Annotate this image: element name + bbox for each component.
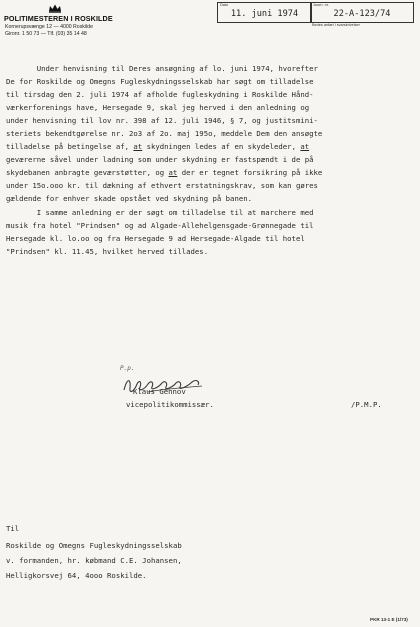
body-line: til tirsdag den 2. juli 1974 af afholde fugleskydning i Roskilde Hånd- <box>6 90 314 99</box>
journal-label: Journ. nr. <box>313 3 329 7</box>
date-box <box>217 2 312 23</box>
letterhead-org: POLITIMESTEREN I ROSKILDE <box>4 14 113 23</box>
crown-crest-icon <box>48 3 62 13</box>
body-line: Under henvisning til Deres ansøgning af lo. juni 1974, hvorefter <box>6 64 318 73</box>
per-procura-note: P.p. <box>120 365 135 372</box>
letterhead-phone: Gironr. 1 50 73 — Tlf. (03) 35 14 48 <box>5 31 87 37</box>
letterhead-address: Kornerupsvænge 12 — 4000 Roskilde <box>5 24 93 30</box>
body-line: under 15o.ooo kr. til dækning af ethvert erstatningskrav, som kan gøres <box>6 181 318 190</box>
journal-number: 22-A-123/74 <box>333 9 391 19</box>
recipient-line: Helligkorsvej 64, 4ooo Roskilde. <box>6 571 147 580</box>
body-line: musik fra hotel "Prindsen" og ad Algade-Allehelgensgade-Grønnegade til <box>6 221 314 230</box>
journal-box <box>310 2 414 23</box>
body-line: "Prindsen" kl. 11.45, hvilket herved tillades. <box>6 247 209 256</box>
body-line: De for Roskilde og Omegns Fugleskydningsselskab har søgt om tilladelse <box>6 77 314 86</box>
body-line: Hersegade kl. lo.oo og fra Hersegade 9 ad Hersegade-Algade til hotel <box>6 234 305 243</box>
signer-name: Klaus Gennov <box>133 387 186 396</box>
form-number: PKR 13-1 E (1/73) <box>370 617 408 622</box>
body-line: skydebanen anbragte geværstøtter, og at der er tegnet forsikring på ikke <box>6 168 323 177</box>
journal-note: Bedes anført i svarskrivelser <box>312 23 360 27</box>
body-line: værkerforenings have, Hersegade 9, skal jeg herved i den anledning og <box>6 103 310 112</box>
recipient-line: v. formanden, hr. købmand C.E. Johansen, <box>6 556 182 565</box>
recipient-to: Til <box>6 524 20 533</box>
date-value: 11. juni 1974 <box>230 9 299 19</box>
signer-title: vicepolitikommissær. <box>126 400 214 409</box>
body-line: tilladelse på betingelse af, at skydningen ledes af en skydeleder, at <box>6 142 310 151</box>
body-line: steriets bekendtgørelse nr. 2o3 af 2o. maj 195o, meddele Dem den ansøgte <box>6 129 323 138</box>
body-line: gældende for enhver skade opstået ved skydning på banen. <box>6 194 253 203</box>
typist-initials: /P.M.P. <box>351 400 382 409</box>
body-line: geværerne såvel under ladning som under skydning er fastspændt i de på <box>6 155 314 164</box>
body-line: under henvisning til lov nr. 398 af 12. juli 1946, § 7, og justitsmini- <box>6 116 318 125</box>
recipient-line: Roskilde og Omegns Fugleskydningsselskab <box>6 541 182 550</box>
body-line: I samme anledning er der søgt om tilladelse til at marchere med <box>6 208 314 217</box>
date-label: Dato <box>220 3 229 7</box>
